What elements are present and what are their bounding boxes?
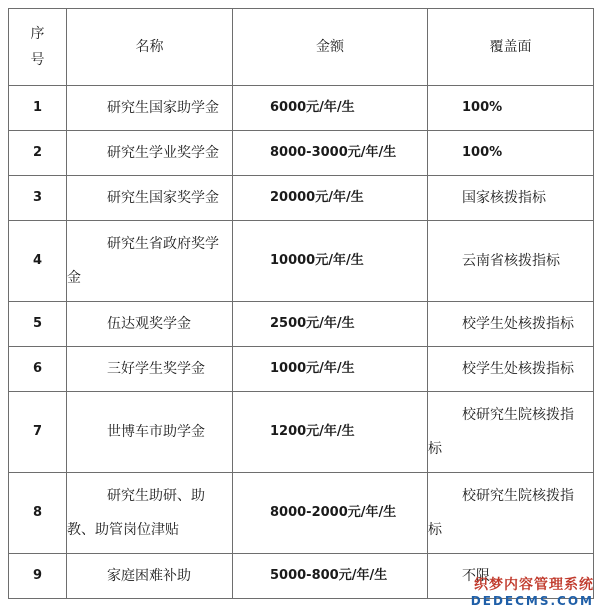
row-amount: 20000元/年/生 <box>233 176 428 221</box>
row-index: 7 <box>9 392 67 473</box>
row-name: 家庭困难补助 <box>67 554 233 599</box>
row-index: 3 <box>9 176 67 221</box>
row-amount: 8000-2000元/年/生 <box>233 473 428 554</box>
table-row <box>9 302 594 347</box>
table-row <box>9 473 594 554</box>
watermark <box>471 577 594 609</box>
row-coverage: 云南省核拨指标 <box>428 221 594 302</box>
row-amount: 8000-3000元/年/生 <box>233 131 428 176</box>
table-row <box>9 176 594 221</box>
row-index: 8 <box>9 473 67 554</box>
scholarship-table <box>8 8 594 599</box>
row-coverage: 100% <box>428 131 594 176</box>
row-name: 伍达观奖学金 <box>67 302 233 347</box>
header-amount: 金额 <box>233 9 428 86</box>
watermark-title: 织梦内容管理系统 <box>474 577 594 593</box>
row-index: 9 <box>9 554 67 599</box>
row-amount: 1000元/年/生 <box>233 347 428 392</box>
header-row <box>9 9 594 86</box>
table-row <box>9 392 594 473</box>
row-amount: 10000元/年/生 <box>233 221 428 302</box>
row-amount: 6000元/年/生 <box>233 86 428 131</box>
table-row <box>9 86 594 131</box>
row-index: 1 <box>9 86 67 131</box>
row-index: 6 <box>9 347 67 392</box>
table-row <box>9 221 594 302</box>
row-name: 研究生国家奖学金 <box>67 176 233 221</box>
row-name: 研究生助研、助教、助管岗位津贴 <box>67 473 233 554</box>
row-amount: 5000-800元/年/生 <box>233 554 428 599</box>
row-coverage: 校研究生院核拨指标 <box>428 392 594 473</box>
header-name: 名称 <box>67 9 233 86</box>
row-index: 4 <box>9 221 67 302</box>
watermark-domain: DEDECMS.COM <box>470 594 594 608</box>
table-row <box>9 347 594 392</box>
row-coverage: 100% <box>428 86 594 131</box>
row-coverage: 不限 <box>428 554 594 599</box>
row-amount: 1200元/年/生 <box>233 392 428 473</box>
row-coverage: 校学生处核拨指标 <box>428 347 594 392</box>
row-name: 研究生国家助学金 <box>67 86 233 131</box>
row-coverage: 国家核拨指标 <box>428 176 594 221</box>
row-coverage: 校研究生院核拨指标 <box>428 473 594 554</box>
header-coverage: 覆盖面 <box>428 9 594 86</box>
row-name: 三好学生奖学金 <box>67 347 233 392</box>
row-name: 世博车市助学金 <box>67 392 233 473</box>
header-index: 序 号 <box>9 9 67 86</box>
row-amount: 2500元/年/生 <box>233 302 428 347</box>
row-name: 研究生学业奖学金 <box>67 131 233 176</box>
row-index: 5 <box>9 302 67 347</box>
row-name: 研究生省政府奖学金 <box>67 221 233 302</box>
row-index: 2 <box>9 131 67 176</box>
table-row <box>9 131 594 176</box>
row-coverage: 校学生处核拨指标 <box>428 302 594 347</box>
